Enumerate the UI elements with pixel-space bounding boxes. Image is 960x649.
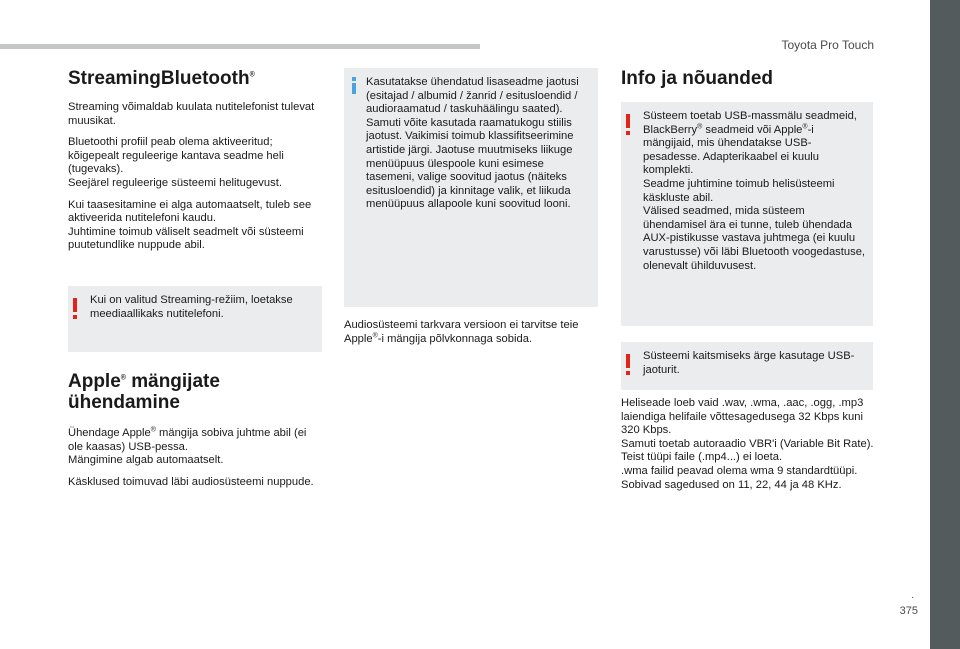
apple-section (68, 371, 324, 497)
hub-warning-box (621, 342, 873, 390)
usb-warning-box (621, 102, 873, 326)
side-tab-strip (930, 0, 960, 649)
usb-warning-text: Süsteem toetab USB-massmälu seadmeid, BlackBerry® seadmeid või Apple®-i mängijaid, mis ühendatakse USB-pesadesse. Adapterikaabel ei kuulu komplekti. Seadme juhtimine toimub helisüsteemi käskluste abil. Välised seadmed, mida süsteem ühendamisel ära ei tunne, tuleb ühendada AUX-pistikusse vastava juhtmega (ei kuulu varustusse) või läbi Bluetooth voogedastuse, olenevalt ühilduvusest. (643, 110, 866, 272)
info-box (344, 68, 598, 307)
info-text: Kasutatakse ühendatud lisaseadme jaotusi (esitajad / albumid / žanrid / esitusloendid / audioraamatud / taskuhäälingu saated). Samuti võite kasutada raamatukogu stiilis jaotust. Vaikimisi toimub klassifitseerimine artistide järgi. Jaotuse muutmiseks liikuge menüüpuus ülespoole kuni esimese tasemeni, valige soovitud jaotus (näiteks esitusloendid) ja kinnitage valik, et liikuda menüüpuus allapoole kuni soovitud looni. (366, 76, 579, 211)
header-rule (0, 44, 480, 49)
bluetooth-profile-paragraph: Bluetoothi profiil peab olema aktiveeritud; kõigepealt reguleerige kantava seadme heli (tugevaks). Seejärel reguleerige süsteemi helitugevust. (68, 136, 284, 189)
page-number: 375 (899, 605, 918, 617)
info-icon (352, 77, 356, 91)
column-left (68, 68, 324, 261)
column-right (621, 68, 875, 89)
continuation-dot: . (911, 590, 914, 601)
streaming-bluetooth-title: StreamingBluetooth® (68, 68, 255, 89)
warning-icon (626, 114, 630, 128)
warning-icon (73, 298, 77, 312)
warning-icon (626, 354, 630, 368)
warning-text: Kui on valitud Streaming-režiim, loetakse meediaallikaks nutitelefoni. (90, 294, 293, 320)
playback-paragraph: Kui taasesitamine ei alga automaatselt, tuleb see aktiveerida nutitelefoni kaudu. Juhtimine toimub väliselt seadmelt või süsteemi puutetundlike nuppude abil. (68, 198, 312, 252)
apple-title: Apple® mängijate ühendamine (68, 371, 220, 413)
apple-commands-paragraph: Käsklused toimuvad läbi audiosüsteemi nuppude. (68, 475, 314, 488)
software-version-paragraph: Audiosüsteemi tarkvara versioon ei tarvitse teie Apple®-i mängija põlvkonnaga sobida. (344, 319, 579, 345)
streaming-intro: Streaming võimaldab kuulata nutitelefonist tulevat muusikat. (68, 101, 315, 127)
file-format-paragraph: Heliseade loeb vaid .wav, .wma, .aac, .ogg, .mp3 laiendiga helifaile võttesagedusega 32 Kbps kuni 320 Kbps. Samuti toetab autoraadio VBR'i (Variable Bit Rate). Teist tüüpi faile (.mp4...) ei loeta. .wma failid peavad olema wma 9 standardtüüpi. Sobivad sagedused on 11, 22, 44 ja 48 KHz. (621, 397, 874, 491)
hub-warning-text: Süsteemi kaitsmiseks ärge kasutage USB-jaoturit. (643, 350, 855, 376)
running-title: Toyota Pro Touch (781, 38, 874, 52)
info-tips-title: Info ja nõuanded (621, 68, 773, 89)
column-middle-text (344, 319, 600, 354)
streaming-warning-box (68, 286, 322, 352)
apple-connect-paragraph: Ühendage Apple® mängija sobiva juhtme abil (ei ole kaasas) USB-pessa. Mängimine algab automaatselt. (68, 426, 307, 467)
